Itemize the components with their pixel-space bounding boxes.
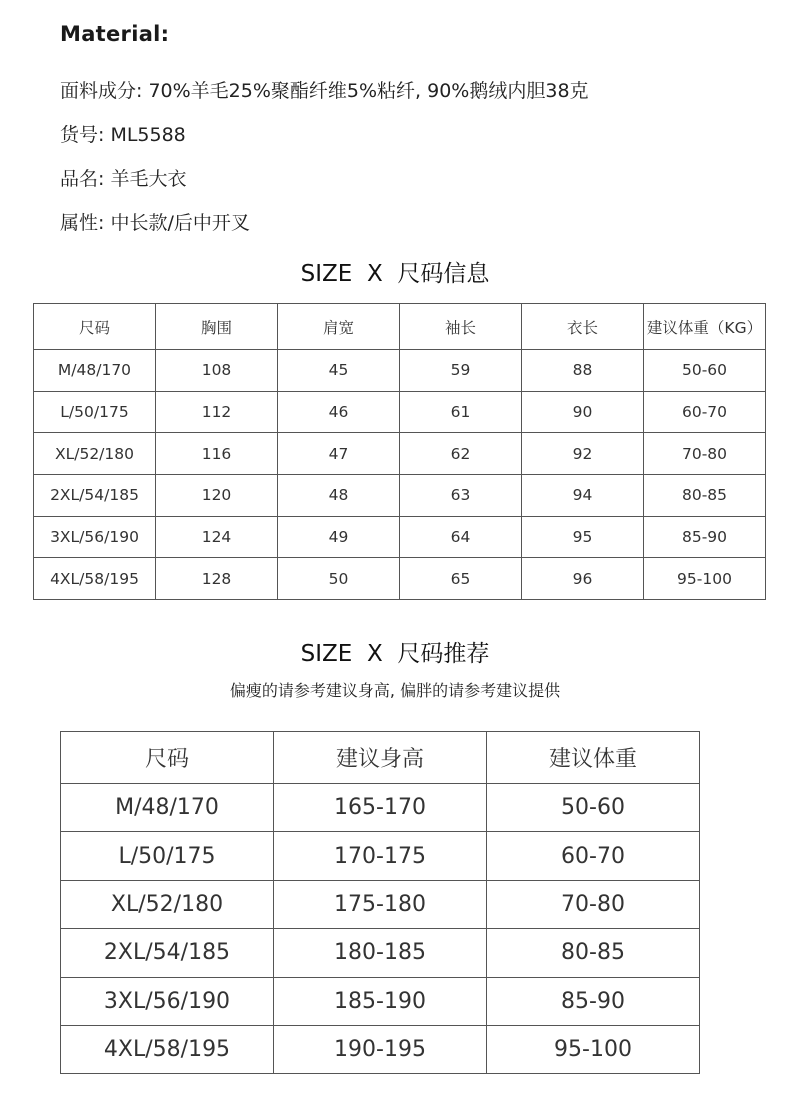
size-rec-header: 建议身高 [274, 732, 487, 784]
size-info-header: 胸围 [156, 304, 278, 350]
shoulder-cell: 49 [278, 516, 400, 558]
weight-cell: 60-70 [487, 832, 700, 880]
length-cell: 88 [522, 350, 644, 392]
size-cell: 4XL/58/195 [34, 558, 156, 600]
table-row [34, 558, 766, 600]
sleeve-cell: 59 [400, 350, 522, 392]
size-rec-subtitle: 偏瘦的请参考建议身高, 偏胖的请参考建议提供 [229, 681, 561, 700]
size-info-header: 建议体重（KG） [644, 304, 766, 350]
length-cell: 94 [522, 475, 644, 517]
size-cell: 3XL/56/190 [34, 516, 156, 558]
table-row [34, 433, 766, 475]
size-rec-table [60, 731, 700, 1074]
material-title: Material: [60, 22, 170, 46]
table-row [34, 391, 766, 433]
size-cell: 2XL/54/185 [34, 475, 156, 517]
chest-cell: 120 [156, 475, 278, 517]
weight-cell: 85-90 [487, 977, 700, 1025]
product-name: 品名: 羊毛大衣 [60, 168, 187, 190]
chest-cell: 128 [156, 558, 278, 600]
item-number: 货号: ML5588 [60, 124, 186, 146]
shoulder-cell: 50 [278, 558, 400, 600]
product-attributes: 属性: 中长款/后中开叉 [60, 212, 250, 234]
table-row [61, 832, 700, 880]
sleeve-cell: 65 [400, 558, 522, 600]
length-cell: 92 [522, 433, 644, 475]
size-info-header-row [34, 304, 766, 350]
shoulder-cell: 45 [278, 350, 400, 392]
height-cell: 180-185 [274, 929, 487, 977]
table-row [61, 1025, 700, 1073]
weight-cell: 80-85 [487, 929, 700, 977]
size-cell: M/48/170 [34, 350, 156, 392]
size-rec-header: 尺码 [61, 732, 274, 784]
weight-cell: 60-70 [644, 391, 766, 433]
chest-cell: 112 [156, 391, 278, 433]
table-row [61, 784, 700, 832]
chest-cell: 116 [156, 433, 278, 475]
size-cell: 4XL/58/195 [61, 1025, 274, 1073]
height-cell: 190-195 [274, 1025, 487, 1073]
table-row [34, 516, 766, 558]
weight-cell: 85-90 [644, 516, 766, 558]
size-rec-header: 建议体重 [487, 732, 700, 784]
table-row [61, 880, 700, 928]
shoulder-cell: 47 [278, 433, 400, 475]
size-info-header: 袖长 [400, 304, 522, 350]
length-cell: 95 [522, 516, 644, 558]
sleeve-cell: 64 [400, 516, 522, 558]
size-cell: M/48/170 [61, 784, 274, 832]
sleeve-cell: 62 [400, 433, 522, 475]
size-cell: L/50/175 [61, 832, 274, 880]
size-cell: L/50/175 [34, 391, 156, 433]
height-cell: 170-175 [274, 832, 487, 880]
table-row [34, 350, 766, 392]
height-cell: 185-190 [274, 977, 487, 1025]
weight-cell: 50-60 [644, 350, 766, 392]
size-rec-header-row [61, 732, 700, 784]
sleeve-cell: 63 [400, 475, 522, 517]
size-cell: XL/52/180 [61, 880, 274, 928]
height-cell: 165-170 [274, 784, 487, 832]
length-cell: 96 [522, 558, 644, 600]
size-cell: 3XL/56/190 [61, 977, 274, 1025]
size-info-table [33, 303, 766, 600]
chest-cell: 108 [156, 350, 278, 392]
size-info-header: 尺码 [34, 304, 156, 350]
weight-cell: 70-80 [644, 433, 766, 475]
size-info-title: SIZE X 尺码信息 [300, 261, 490, 287]
chest-cell: 124 [156, 516, 278, 558]
table-row [61, 929, 700, 977]
shoulder-cell: 46 [278, 391, 400, 433]
size-cell: 2XL/54/185 [61, 929, 274, 977]
weight-cell: 95-100 [487, 1025, 700, 1073]
length-cell: 90 [522, 391, 644, 433]
size-info-header: 肩宽 [278, 304, 400, 350]
sleeve-cell: 61 [400, 391, 522, 433]
weight-cell: 70-80 [487, 880, 700, 928]
weight-cell: 80-85 [644, 475, 766, 517]
weight-cell: 95-100 [644, 558, 766, 600]
size-cell: XL/52/180 [34, 433, 156, 475]
size-rec-title: SIZE X 尺码推荐 [300, 641, 490, 667]
fabric-composition: 面料成分: 70%羊毛25%聚酯纤维5%粘纤, 90%鹅绒内胆38克 [60, 80, 589, 102]
weight-cell: 50-60 [487, 784, 700, 832]
height-cell: 175-180 [274, 880, 487, 928]
shoulder-cell: 48 [278, 475, 400, 517]
table-row [61, 977, 700, 1025]
size-info-header: 衣长 [522, 304, 644, 350]
table-row [34, 475, 766, 517]
